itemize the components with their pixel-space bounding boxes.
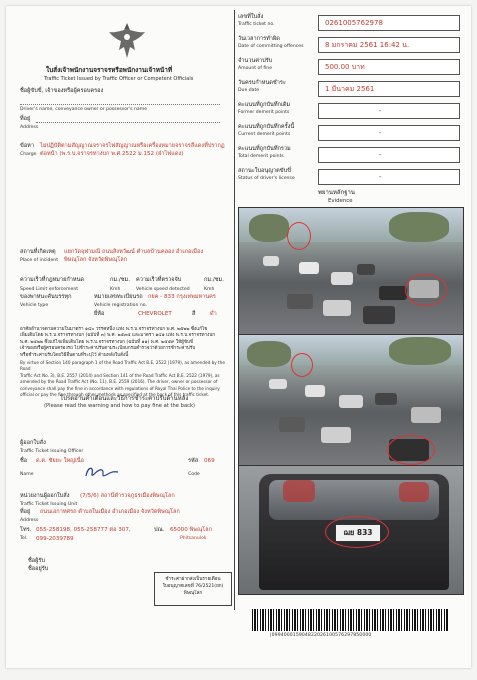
- highlight-circle-plate: [325, 516, 389, 548]
- ticket-barcode: [252, 609, 448, 631]
- issuing-unit-label-en: Traffic Ticket Issuing Unit: [20, 502, 78, 507]
- speed-limit-label-en: Speed Limit enforcement: [20, 287, 79, 292]
- unit-address-value: ถนนเอกาทศรถ ตำบลในเมือง อำเภอเมือง จังหวัดพิษณุโลก: [40, 509, 180, 515]
- speed-unit-2-en: Kmh: [204, 287, 215, 292]
- tel-value: 055-258198, 055-258777 ต่อ 307,: [36, 527, 131, 533]
- garuda-emblem-icon: [106, 20, 148, 62]
- fine-amount-value: 500.00 บาท: [318, 59, 460, 75]
- former-points-label-en: Former demerit points: [238, 110, 290, 115]
- fine-amount-label-th: จำนวนค่าปรับ: [238, 58, 273, 64]
- ticket-no-label-en: Traffic ticket no.: [238, 22, 275, 27]
- warning-english: (Please read the warning and how to pay fine at the back): [44, 403, 196, 409]
- postcode-label-th: ปณ.: [154, 527, 165, 533]
- color-value: ดำ: [210, 311, 217, 317]
- due-date-label-en: Due date: [238, 88, 260, 93]
- plate-label-th: หมายเลขทะเบียนรถ: [94, 294, 143, 300]
- unit-address-label-en: Address: [20, 518, 39, 523]
- evidence-plate-text: ฌย 833: [335, 524, 381, 542]
- evidence-label-th: พยานหลักฐาน: [318, 189, 355, 196]
- former-points-label-th: คะแนนที่ถูกบันทึกเดิม: [238, 102, 291, 108]
- title-english: Traffic Ticket Issued by Traffic Officer or Competent Officials: [44, 76, 194, 82]
- address-label-th: ที่อยู่: [20, 116, 31, 122]
- officer-signature: [82, 462, 122, 482]
- issuing-unit-value: (7/5/6) สถานีตำรวจภูธรเมืองพิษณุโลก: [80, 493, 175, 499]
- offence-date-value: 8 มกราคม 2561 16:42 น.: [318, 37, 460, 53]
- speed-unit-2: กม./ชม.: [204, 277, 224, 283]
- highlight-circle-4: [387, 435, 435, 465]
- charge-label-th: ข้อหา: [20, 143, 35, 149]
- speed-unit-1-en: Kmh: [110, 287, 121, 292]
- vehicle-type-label-en: Vehicle type: [20, 303, 49, 308]
- permit-line-1: ชำระค่าฝากส่งเป็นรายเดือน: [165, 577, 221, 582]
- speed-unit-1: กม./ชม.: [110, 277, 130, 283]
- vehicle-type-label-th: ของพาหนะคันบรรทุก: [20, 294, 72, 300]
- title-thai: ใบสั่งเจ้าพนักงานจราจรหรือพนักงานเจ้าหน้าที่: [46, 66, 173, 74]
- speed-detected-label-en: Vehicle speed detected: [136, 287, 190, 292]
- due-date-label-th: วันครบกำหนดชำระ: [238, 80, 286, 86]
- evidence-label-en: Evidence: [328, 198, 353, 204]
- evidence-photo-2: [238, 334, 464, 466]
- total-points-label-th: คะแนนที่ถูกบันทึกรวม: [238, 146, 291, 152]
- place-value-2: พิษณุโลก จังหวัดพิษณุโลก: [64, 257, 128, 263]
- column-divider: [234, 10, 235, 610]
- brand-value: CHEVROLET: [138, 311, 172, 317]
- permit-line-2: ใบอนุญาตเลขที่ 76/2521(ยก): [162, 584, 224, 589]
- issuing-unit-label-th: หน่วยงานผู้ออกใบสั่ง: [20, 493, 70, 499]
- address-label-en: Address: [20, 125, 39, 130]
- recipient-label-1: ชื่อผู้รับ: [28, 558, 45, 564]
- license-status-value: -: [318, 169, 460, 185]
- evidence-photo-1: [238, 207, 464, 335]
- officer-code-value: 069: [204, 458, 215, 464]
- speed-detected-label-th: ความเร็วที่ตรวจจับ: [136, 277, 182, 283]
- traffic-ticket-page: [6, 6, 471, 668]
- tel-label-th: โทร.: [20, 527, 32, 533]
- current-points-value: -: [318, 125, 460, 141]
- ticket-info-table: [236, 12, 464, 190]
- plate-value: กยค - 833 กรุงเทพมหานคร: [148, 294, 216, 300]
- speed-limit-label-th: ความเร็วที่กฎหมายกำหนด: [20, 277, 85, 283]
- officer-name-value: ด.ต. ชัยยะ ใหญ่เนื่อ: [36, 458, 85, 464]
- officer-name-label-en: Name: [20, 472, 34, 477]
- current-points-label-th: คะแนนที่ถูกบันทึกครั้งนี้: [238, 124, 295, 130]
- total-points-label-en: Total demerit points: [238, 154, 284, 159]
- total-points-value: -: [318, 147, 460, 163]
- driver-label-th: ชื่อผู้ขับขี่, เจ้าของหรือผู้ครอบครอง: [20, 88, 104, 94]
- place-label-th: สถานที่เกิดเหตุ: [20, 249, 56, 255]
- barcode-number: |099400015904822026100576297850000: [270, 633, 372, 638]
- license-status-label-en: Status of driver's license: [238, 176, 295, 181]
- permit-line-3: พิษณุโลก: [183, 591, 203, 596]
- legal-text-english: By virtue of Section 140 paragraph 1 of the Road Traffic Act B.E. 2522 (1979), as amended by the Road Traffic Act No. 3), B.E. 2557 (2014) and Section 141 of the Road Traffic Act B.E. 2522 (1979), as amended by the Road Traffic Act (No. 11), B.E. 2559 (2016). The driver, owner or possessor of conveyance shall pay the fine in accordance with regulations of Royal Thai Police to the inquiry official or pay the fine through other methods as specified at the back of this traffic ticket.: [20, 360, 225, 398]
- plate-label-en: Vehicle registration no.: [94, 303, 147, 308]
- address-line: [36, 122, 220, 123]
- tel-value-2: 099-2039789: [36, 536, 74, 542]
- charge-label-en: Charge: [20, 152, 37, 157]
- current-points-label-en: Current demerit points: [238, 132, 291, 137]
- issuer-label-en: Traffic Ticket Issuing Officer: [20, 449, 84, 454]
- driver-line: [20, 104, 220, 105]
- officer-name-label-th: ชื่อ: [20, 458, 28, 464]
- highlight-circle-3: [291, 353, 313, 377]
- warning-thai: โปรดอ่านคำเตือนและวิธีการชำระค่าปรับด้านหลัง: [60, 395, 189, 402]
- officer-code-label-th: รหัส: [188, 458, 199, 464]
- charge-value-1: ไม่ปฏิบัติตามสัญญาณจราจรไฟสัญญาณหรือเครื่องหมายจราจรสีแดงที่ปรากฏ: [40, 143, 225, 149]
- tel-label-en: Tel.: [20, 536, 28, 541]
- evidence-photo-3: [238, 465, 464, 595]
- license-status-label-th: สถานะใบอนุญาตขับขี่: [238, 168, 291, 174]
- legal-text-thai: อาศัยอำนาจตามความในมาตรา ๑๔๐ วรรคหนึ่ง แห่ง พ.ร.บ.จราจรทางบก พ.ศ. ๒๕๒๒ ซึ่งแก้ไข เพิ่มเติมโดย พ.ร.บ.จราจรทางบก (ฉบับที่ ๓) พ.ศ. ๒๕๓๕ และมาตรา ๑๔๑ แห่ง พ.ร.บ.จราจรทางบก พ.ศ. ๒๕๒๒ ซึ่งแก้ไขเพิ่มเติมโดย พ.ร.บ.จราจรทางบก (ฉบับที่ ๑๑) พ.ศ. ๒๕๕๙ ให้ผู้ขับขี่ เจ้าของหรือผู้ครอบครองรถ ไปชำระค่าปรับตามระเบียบกรมตำรวจว่าด้วยการชำระค่าปรับ หรือชำระค่าปรับโดยวิธีอื่นตามที่ระบุไว้ ด้านหลังใบสั่งนี้: [20, 327, 216, 358]
- place-value-1: แยกวัดจุฬามณี ถนนสิงหวัฒน์ ตำบลบ้านคลอง อำเภอเมือง: [64, 249, 204, 255]
- ticket-no-label-th: เลขที่ใบสั่ง: [238, 14, 264, 20]
- driver-label-en: Driver's name, conveyance owner or possessor's name: [20, 107, 148, 112]
- place-label-en: Place of incident: [20, 258, 59, 263]
- issuer-label-th: ผู้ออกใบสั่ง: [20, 440, 46, 446]
- ticket-no-value: 0261005762978: [318, 15, 460, 31]
- unit-address-label-th: ที่อยู่: [20, 509, 31, 515]
- postcode-value: 65000 พิษณุโลก: [170, 527, 212, 533]
- postage-permit-box: [154, 572, 232, 606]
- charge-value-2: ต่อหน้า (พ.ร.บ.จราจรทางบก พ.ศ.2522 ม.152 (ฝ่าไฟแดง): [40, 151, 184, 157]
- offence-date-label-en: Date of committing offences: [238, 44, 304, 49]
- recipient-label-2: ชื่ออยู่รับ: [28, 566, 49, 572]
- highlight-circle-2: [405, 274, 447, 306]
- offence-date-label-th: วันเวลาการทำผิด: [238, 36, 280, 42]
- fine-amount-label-en: Amount of fine: [238, 66, 273, 71]
- postcode-value-en: Phitsanulok: [180, 536, 207, 541]
- due-date-value: 1 มีนาคม 2561: [318, 81, 460, 97]
- officer-code-label-en: Code: [188, 472, 200, 477]
- color-label-th: สี: [192, 311, 196, 317]
- brand-label-th: ยี่ห้อ: [94, 311, 105, 317]
- highlight-circle-1: [287, 222, 311, 250]
- former-points-value: -: [318, 103, 460, 119]
